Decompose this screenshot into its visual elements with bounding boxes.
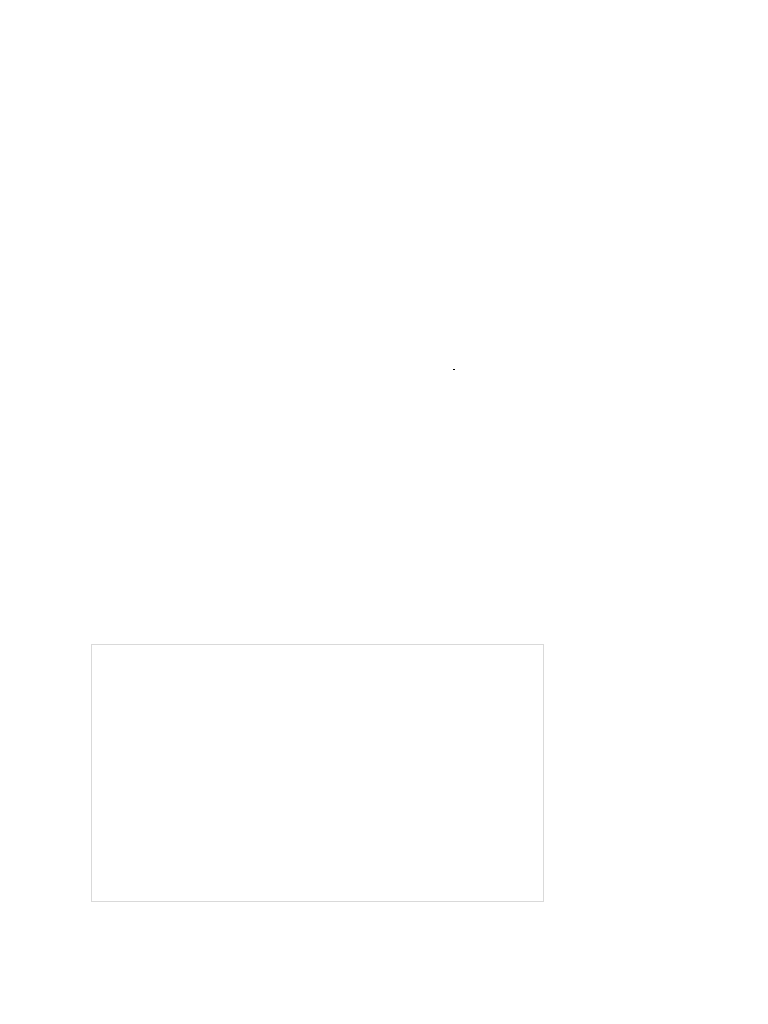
width-fraction — [453, 369, 455, 370]
histogram-chart — [91, 644, 544, 902]
width-calculation — [451, 362, 457, 378]
chart-plot — [92, 645, 545, 903]
